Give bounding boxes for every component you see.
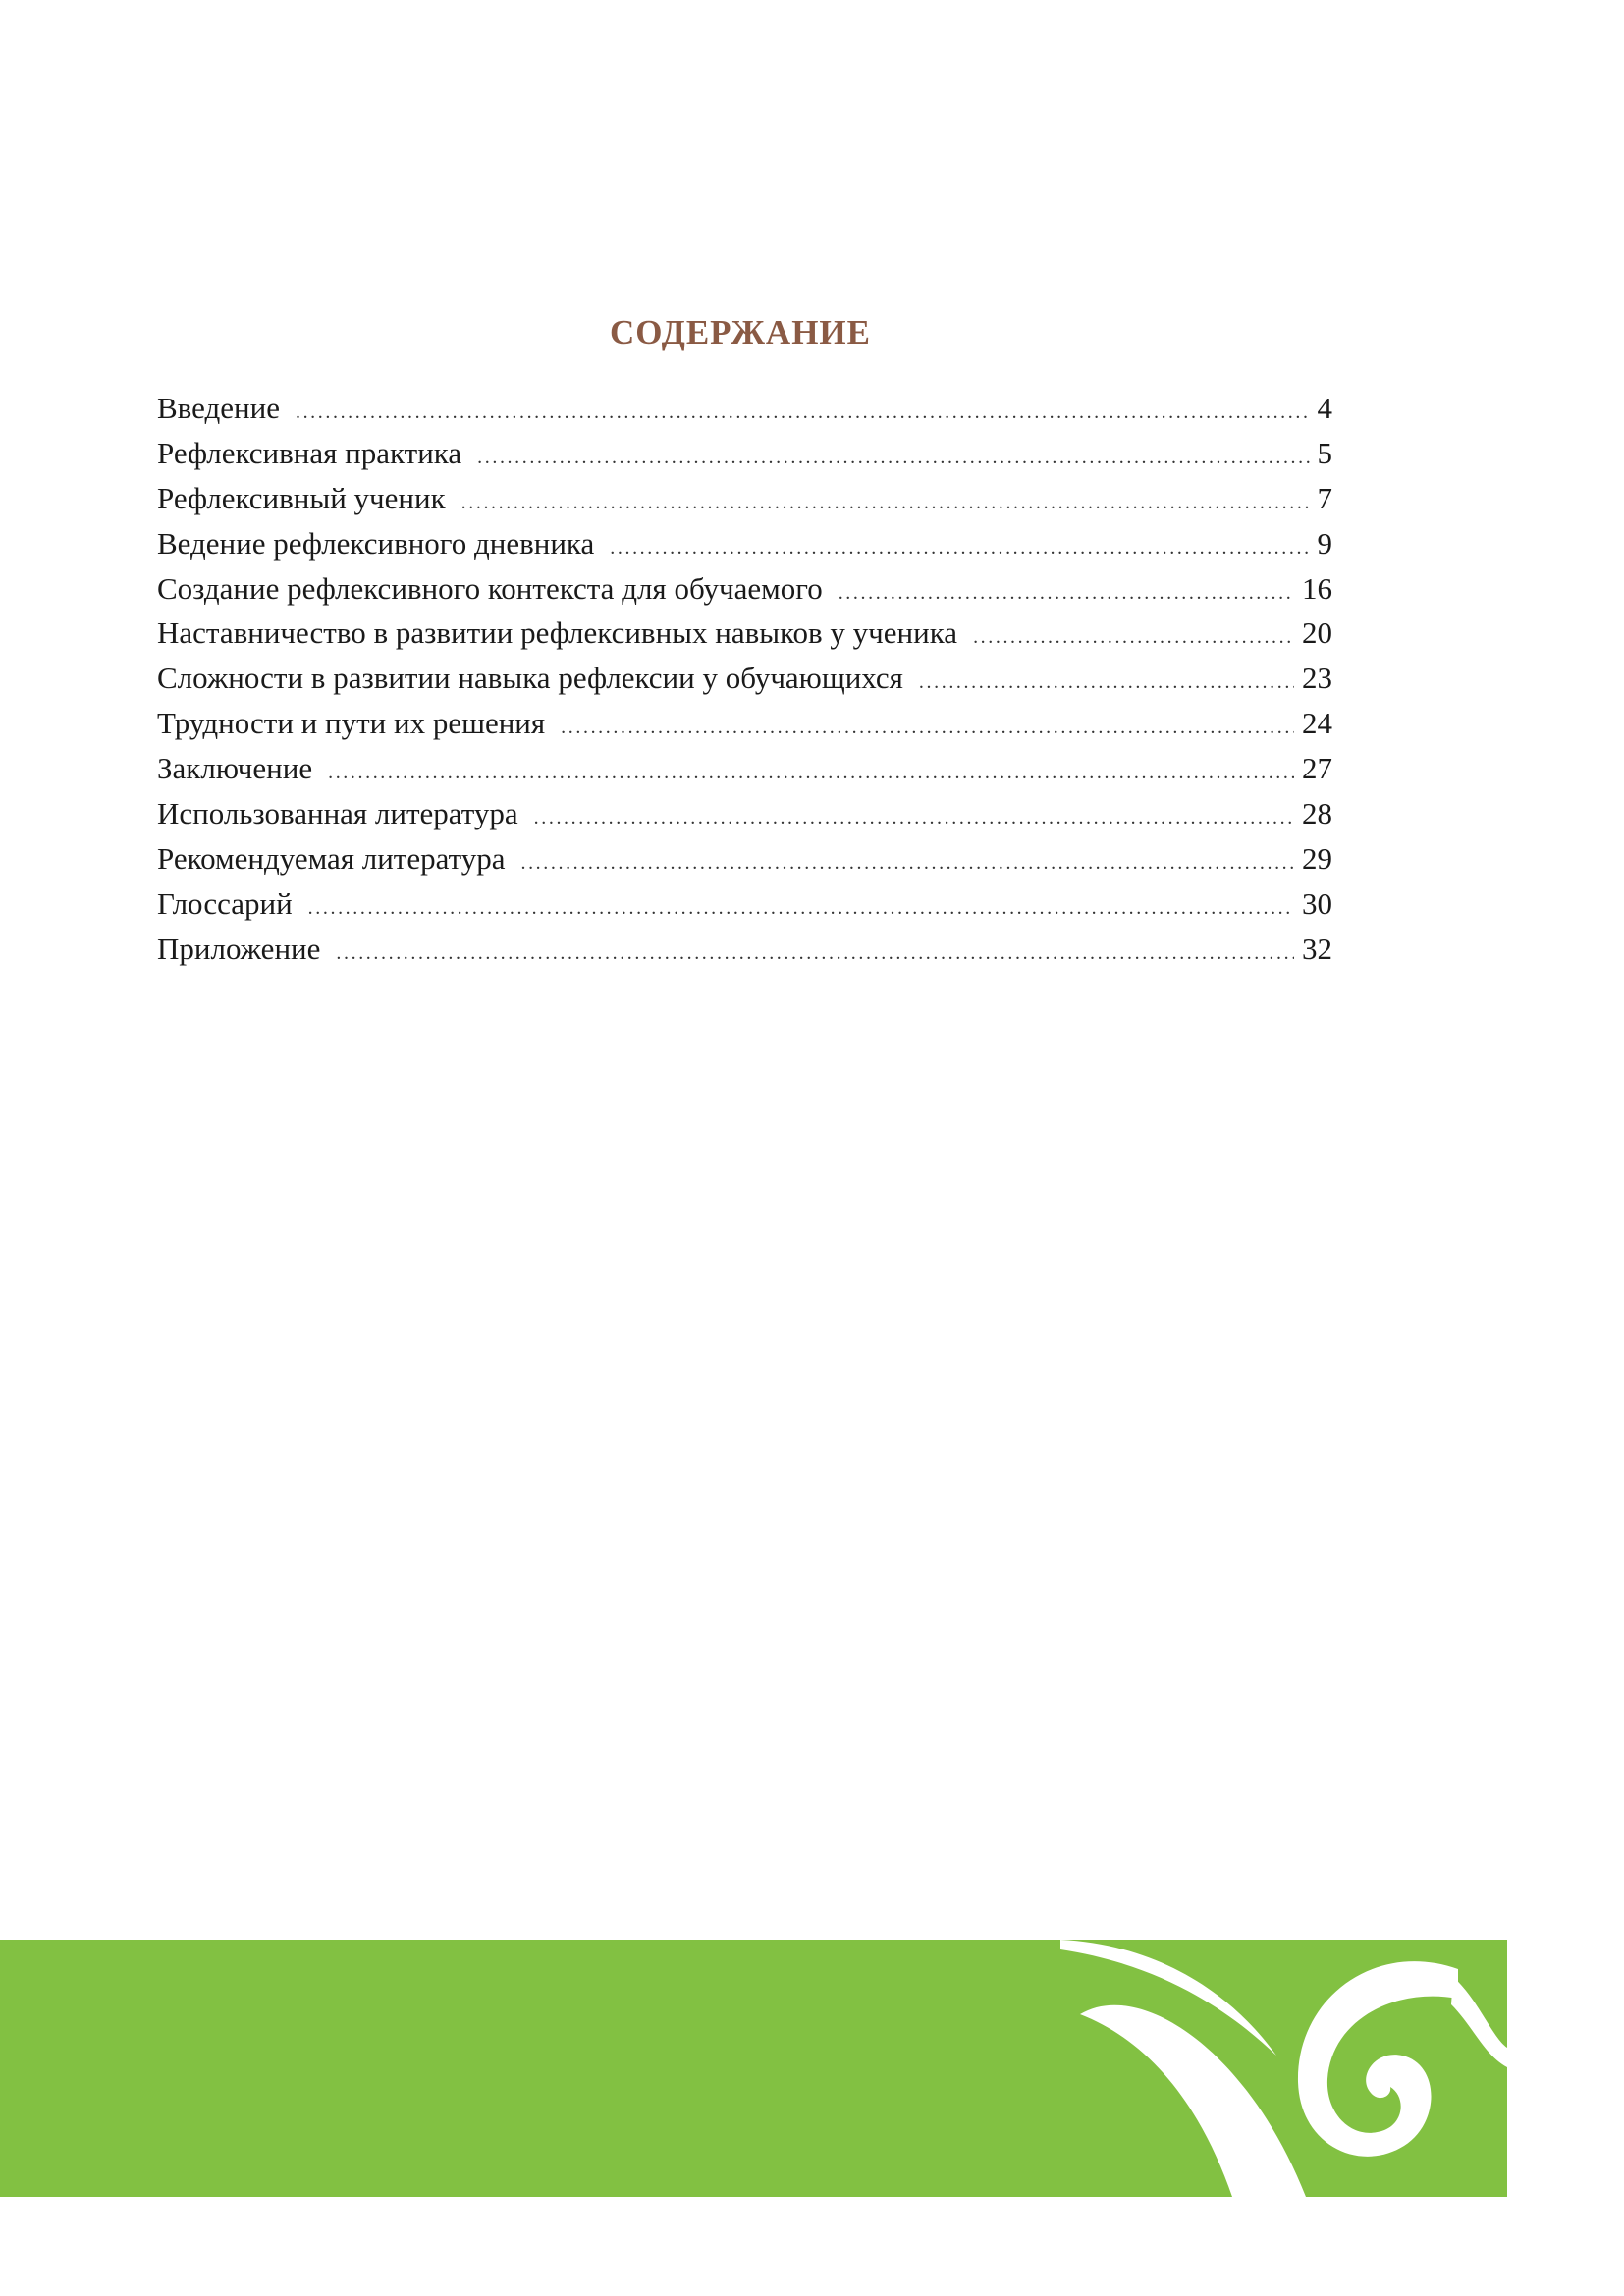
- toc-item-label: Введение: [157, 391, 280, 425]
- toc-item-label: Рефлексивный ученик: [157, 480, 446, 515]
- toc-item-label: Сложности в развитии навыка рефлексии у обучающихся: [157, 661, 903, 696]
- toc-item-label: Рекомендуемая литература: [157, 840, 506, 876]
- toc-item-label: Заключение: [157, 751, 313, 786]
- toc-leader-dots: [561, 717, 1294, 739]
- toc-item-reflective-context[interactable]: [157, 571, 1332, 616]
- toc-leader-dots: [461, 492, 1310, 514]
- toc-item-page: 29: [1302, 840, 1332, 876]
- toc-item-reflective-student[interactable]: [157, 481, 1332, 526]
- toc-item-difficulties[interactable]: [157, 706, 1332, 751]
- toc-item-complexities[interactable]: [157, 661, 1332, 706]
- toc-leader-dots: [477, 447, 1309, 469]
- toc-item-label: Глоссарий: [157, 885, 293, 921]
- toc-item-label: Наставничество в развитии рефлексивных навыков у ученика: [157, 615, 958, 651]
- toc-leader-dots: [308, 897, 1294, 920]
- toc-item-label: Трудности и пути их решения: [157, 706, 546, 741]
- toc-item-page: 7: [1317, 480, 1332, 515]
- toc-item-references-used[interactable]: [157, 796, 1332, 841]
- toc-item-label: Рефлексивная практика: [157, 435, 462, 470]
- toc-leader-dots: [328, 762, 1294, 784]
- page-title: СОДЕРЖАНИЕ: [609, 313, 871, 352]
- toc-item-page: 4: [1317, 391, 1332, 425]
- toc-item-reflective-diary[interactable]: [157, 526, 1332, 571]
- toc-leader-dots: [839, 582, 1294, 605]
- toc-leader-dots: [534, 807, 1294, 829]
- toc-item-page: 20: [1302, 615, 1332, 651]
- toc-item-mentoring[interactable]: [157, 615, 1332, 661]
- toc-item-label: Использованная литература: [157, 796, 518, 831]
- toc-leader-dots: [520, 852, 1294, 875]
- toc-item-conclusion[interactable]: [157, 751, 1332, 796]
- toc-leader-dots: [336, 942, 1294, 965]
- toc-item-appendix[interactable]: [157, 932, 1332, 977]
- footer-band: [0, 1940, 1507, 2197]
- toc-item-page: 27: [1302, 751, 1332, 786]
- toc-item-page: 23: [1302, 661, 1332, 696]
- toc-item-recommended-reading[interactable]: [157, 841, 1332, 886]
- swirl-ornament-icon: [0, 1940, 1507, 2197]
- toc-leader-dots: [610, 537, 1309, 560]
- toc-leader-dots: [919, 671, 1294, 694]
- toc-leader-dots: [296, 401, 1310, 424]
- table-of-contents: [157, 391, 1332, 977]
- toc-item-page: 28: [1302, 796, 1332, 831]
- toc-item-label: Создание рефлексивного контекста для обучаемого: [157, 570, 823, 606]
- toc-item-label: Приложение: [157, 931, 321, 966]
- toc-item-page: 32: [1302, 931, 1332, 966]
- toc-item-label: Ведение рефлексивного дневника: [157, 525, 595, 561]
- toc-item-glossary[interactable]: [157, 886, 1332, 932]
- toc-item-page: 9: [1317, 525, 1332, 561]
- toc-item-page: 24: [1302, 706, 1332, 741]
- toc-item-page: 16: [1302, 570, 1332, 606]
- toc-item-page: 30: [1302, 885, 1332, 921]
- toc-item-page: 5: [1317, 435, 1332, 470]
- toc-leader-dots: [973, 626, 1294, 649]
- toc-item-introduction[interactable]: [157, 391, 1332, 436]
- toc-item-reflective-practice[interactable]: [157, 436, 1332, 481]
